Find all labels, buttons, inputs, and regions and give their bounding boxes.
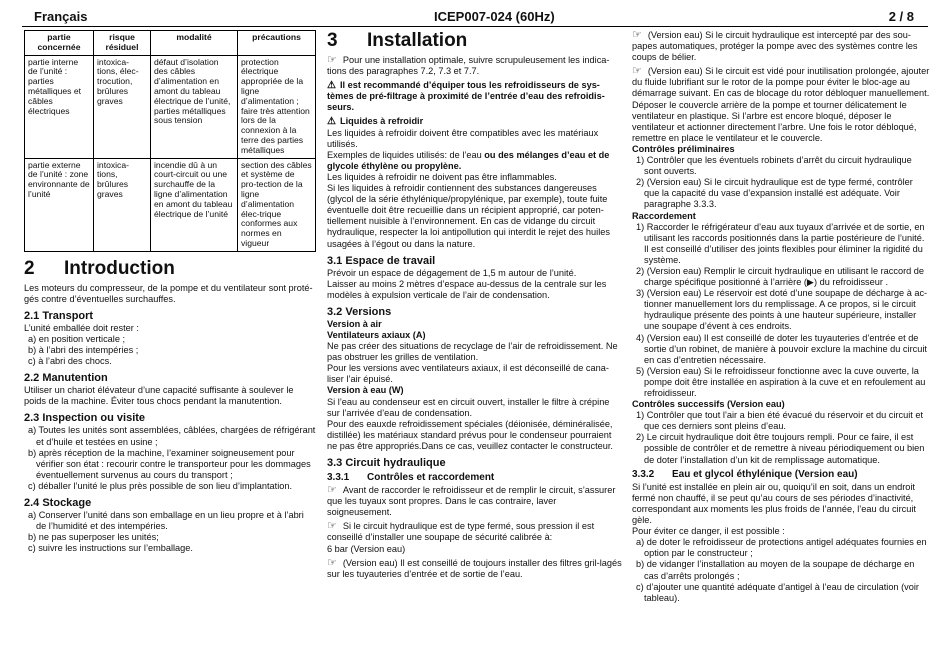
- list-item: 1) Contrôler que les éventuels robinets d’arrêt du circuit hydraulique sont ouverts.: [636, 155, 912, 177]
- paragraph: ☞ Avant de raccorder le refroidisseur et de remplir le circuit, s’assurer que les tuyaux sont propres. Dans le cas contraire, laver soigneusement.: [327, 484, 616, 518]
- subsection-heading: 3.1 Espace de travail: [327, 254, 436, 267]
- table-row: [25, 55, 316, 158]
- list-item: 3) (Version eau) Le réservoir est doté d’une soupape de décharge à ac-tionner manuellement lors du remplissage. A ce propos, si le circuit hydraulique présente des points à une hauteur supérieure, installer une soupape d’évent à ces endroits.: [636, 288, 928, 332]
- list-item: a) Conserver l’unité dans son emballage en un lieu propre et à l’abri de l’humidité et des intempéries.: [28, 510, 304, 532]
- paragraph: Ne pas créer des situations de recyclage de l’air de refroidissement. Ne pas obstruer les grilles de ventilation.: [327, 341, 618, 363]
- list-item: a) de doter le refroidisseur de protections antigel adéquates fournies en option par le constructeur ;: [636, 537, 927, 559]
- section-heading-installation: 3 Installation: [327, 30, 468, 51]
- paragraph: ☞ (Version eau) Si le circuit hydraulique est intercepté par des sou-papes automatiques, protéger la pompe avec des systèmes contre les coups de bélier.: [632, 29, 918, 63]
- paragraph: Les liquides à refroidir ne doivent pas être inflammables.: [327, 171, 557, 182]
- paragraph: Pour les versions avec ventilateurs axiaux, il est déconseillé de cana-liser l’air épuisé.: [327, 363, 609, 385]
- list-item: b) après réception de la machine, l’examiner soigneusement pour vérifier son état : recourir contre le transporteur pour les dommages éventuellement survenus au cours du transport ;: [28, 447, 311, 480]
- subsection-heading: 3.2 Versions: [327, 305, 392, 318]
- list-item: c) déballer l’unité le plus près possible de son lieu d’implantation.: [28, 480, 293, 491]
- paragraph: L’unité emballée doit rester :: [24, 322, 139, 333]
- warning-icon: ⚠: [327, 80, 336, 92]
- table-cell: partie interne de l’unité : parties métalliques et câbles électriques: [25, 55, 94, 158]
- list-item: c) suivre les instructions sur l’emballage.: [28, 543, 193, 554]
- section-heading-introduction: 2 Introduction: [24, 257, 175, 279]
- list-item: 5) (Version eau) Si le refroidisseur fonctionne avec la cuve ouverte, la pompe doit être installée en aspiration à la cuve et en refoulement au refroidisseur.: [636, 365, 926, 398]
- list-item: a) Toutes les unités sont assemblées, câblées, chargées de réfrigérant et d’huile et testées en usine ;: [28, 425, 316, 447]
- paragraph: Pour éviter ce danger, il est possible :: [632, 526, 785, 537]
- column-right: [632, 30, 930, 604]
- paragraph: 6 bar (Version eau): [327, 543, 406, 554]
- list-item: 1) Raccorder le réfrigérateur d’eau aux tuyaux d’arrivée et de sortie, en utilisant les raccords positionnés dans la partie postérieure de l’unité. Il est conseillé d’utiliser des joints flexibles pour éliminer la rigidité du système.: [636, 221, 925, 265]
- subsection-heading: 2.2 Manutention: [24, 372, 108, 385]
- list-item: c) à l’abri des chocs.: [28, 356, 112, 367]
- list-item: 2) (Version eau) Si le circuit hydraulique est de type fermé, contrôler que la capacité du vase d’expansion installé est adéquate. Voir paragraphe 3.3.3.: [636, 177, 913, 210]
- paragraph: Pour des eauxde refroidissement spéciales (déionisée, déminéralisée, distillée) les matériaux standard prévus pour le condenseur pourraient ne pas être appropriés.Dans ce cas, veuillez contacter le constructeur.: [327, 418, 613, 451]
- pointing-hand-icon: ☞: [327, 556, 337, 569]
- paragraph: ☞ (Version eau) Il est conseillé de toujours installer des filtres gril-lagés sur les tuyauteries d’entrée et de sortie de l’eau.: [327, 556, 622, 579]
- subsection-heading: 2.3 Inspection ou visite: [24, 412, 146, 425]
- pointing-hand-icon: ☞: [327, 484, 337, 497]
- pointing-hand-icon: ☞: [327, 520, 337, 533]
- table-cell: intoxica-tions, élec-trocution, brûlures graves: [94, 55, 151, 158]
- list-item: 2) (Version eau) Remplir le circuit hydraulique en utilisant le raccord de charge spécifique positionné à l’arrière (▶) du refroidisseur .: [636, 265, 925, 288]
- paragraph: Laisser au moins 2 mètres d’espace au-dessus de la centrale sur les modèles à expulsion verticale de l’air de condensation.: [327, 278, 607, 300]
- model-label: ICEP007-024 (60Hz): [434, 9, 555, 24]
- table-cell: section des câbles et système de pro-tection de la ligne d’alimentation élec-trique conformes aux normes en vigueur: [238, 158, 316, 251]
- paragraph: Les moteurs du compresseur, de la pompe et du ventilateur sont proté-gés contre d’éventuelles surchauffes.: [24, 282, 313, 304]
- paragraph: Les liquides à refroidir doivent être compatibles avec les matériaux utilisés.: [327, 127, 599, 149]
- paragraph: ☞ (Version eau) Si le circuit est vidé pour inutilisation prolongée, ajouter du fluide lubrifiant sur le rotor de la pompe pour éviter le bloc-age au démarrage suivant. En cas de blocage du rotor débloquer manuellement.: [632, 65, 930, 99]
- subheading: Contrôles préliminaires: [632, 143, 735, 154]
- pointing-hand-icon: ☞: [632, 29, 642, 41]
- subheading: Version à eau (W): [327, 385, 404, 396]
- subsection-heading: 2.1 Transport: [24, 309, 94, 322]
- paragraph: ☞ Si le circuit hydraulique est de type fermé, sous pression il est conseillé d’installer une soupape de sécurité calibrée à:: [327, 520, 595, 543]
- table-header: précautions: [238, 31, 316, 56]
- list-item: 4) (Version eau) Il est conseillé de doter les tuyauteries d’entrée et de sortie d’un robinet, de manière à pouvoir exclure la machine du circuit en cas d’entretien nécessaire.: [636, 332, 927, 365]
- paragraph: Exemples de liquides utilisés: de l’eau ou des mélanges d’eau et de glycole éthylène ou propylène.: [327, 149, 610, 171]
- list-item: c) d’ajouter une quantité adéquate d’antigel à l’eau de circulation (voir tableau).: [636, 581, 919, 603]
- table-cell: protection électrique appropriée de la ligne d’alimentation ; faire très attention lors de la connexion à la terre des parties métalliques: [238, 55, 316, 158]
- table-cell: intoxica-tions, brûlures graves: [94, 158, 151, 251]
- table-header: partie concernée: [25, 31, 94, 56]
- paragraph: Prévoir un espace de dégagement de 1,5 m autour de l’unité.: [327, 267, 577, 278]
- list-item: b) à l’abri des intempéries ;: [28, 345, 139, 356]
- subheading: Raccordement: [632, 210, 696, 221]
- subsubsection-heading: 3.3.1 Contrôles et raccordement: [327, 472, 495, 483]
- list-item: 2) Le circuit hydraulique doit être toujours rempli. Pour ce faire, il est possible de contrôler et de remettre à niveau périodiquement ou bien de doter l’installation d’un kit de remplissage automatique.: [636, 432, 925, 465]
- paragraph: ☞ Pour une installation optimale, suivre scrupuleusement les indica-tions des paragraphes 7.2, 7.3 et 7.7.: [327, 54, 610, 77]
- table-cell: incendie dû à un court-circuit ou une surchauffe de la ligne d’alimentation en amont du tableau électrique de l’unité: [151, 158, 238, 251]
- table-row: [25, 158, 316, 251]
- table-cell: défaut d’isolation des câbles d’alimentation en amont du tableau électrique de l’unité, parties métalliques sous tension: [151, 55, 238, 158]
- table-header: risque résiduel: [94, 31, 151, 56]
- paragraph: Déposer le couvercle arrière de la pompe et tourner délicatement le ventilateur en plastique. Si l’arbre est encore bloqué, déposer le ventilateur et actionner directement l’arbre. Une fois le rotor débloqué, remettre en place le ventilateur et le couvercle.: [632, 99, 917, 143]
- pointing-hand-icon: ☞: [327, 54, 337, 66]
- column-left: [24, 30, 316, 554]
- residual-risk-table: [24, 30, 316, 252]
- list-item: a) en position verticale ;: [28, 334, 126, 345]
- subsection-heading: 3.3 Circuit hydraulique: [327, 457, 446, 469]
- warning-icon: ⚠: [327, 116, 336, 128]
- list-item: b) de vidanger l’installation au moyen de la soupape de décharge en cas d’arrêts prolongés ;: [636, 559, 915, 581]
- pointing-hand-icon: ☞: [632, 65, 642, 78]
- column-middle: [327, 30, 623, 583]
- page-number: 2 / 8: [888, 9, 914, 24]
- subheading: ⚠ Liquides à refroidir: [327, 116, 424, 128]
- paragraph: Utiliser un chariot élévateur d’une capacité suffisante à soulever le poids de la machine. Éviter tous chocs pendant la manutention.: [24, 385, 294, 407]
- table-header: modalité: [151, 31, 238, 56]
- paragraph: Si les liquides à refroidir contiennent des substances dangereuses (glycol de la série éthylénique/propylénique, par exemple), toute fuite éventuelle doit être recueillie dans un récipient approprié, car poten-tiellement nuisible à l’environnement. En cas de vidange du circuit hydraulique, respecter la loi antipollution qui interdit le rejet des huiles usagées à l’égout ou dans la nature.: [327, 183, 610, 249]
- subheading: Contrôles successifs (Version eau): [632, 399, 785, 410]
- subheading: Version à air: [327, 318, 382, 329]
- filling-connection-icon: ▶: [806, 277, 814, 288]
- table-cell: partie externe de l’unité : zone environnante de l’unité: [25, 158, 94, 251]
- list-item: b) ne pas superposer les unités;: [28, 532, 159, 543]
- subsubsection-heading: 3.3.2 Eau et glycol éthylénique (Version eau): [632, 468, 858, 480]
- language-label: Français: [34, 9, 88, 24]
- list-item: 1) Contrôler que tout l’air a bien été évacué du réservoir et du circuit et que ces derniers sont pleins d’eau.: [636, 410, 924, 432]
- warning-paragraph: ⚠ Il est recommandé d’équiper tous les refroidisseurs de sys-tèmes de pré-filtrage à proximité de l’entrée d’eau des refroidis-seurs.: [327, 80, 605, 113]
- paragraph: Si l’eau au condenseur est en circuit ouvert, installer le filtre à crépine sur l’arrivée d’eau de condensation.: [327, 396, 610, 418]
- page-header: [22, 6, 928, 27]
- paragraph: Si l’unité est installée en plein air ou, quoiqu’il en soit, dans un endroit fermé non chauffé, il se peut qu’au cours de ses périodes d’inactivité, correspondant aux moments les plus froids de l’année, l’eau du circuit gèle.: [632, 481, 916, 526]
- subsection-heading: 2.4 Stockage: [24, 497, 92, 510]
- subheading: Ventilateurs axiaux (A): [327, 329, 426, 340]
